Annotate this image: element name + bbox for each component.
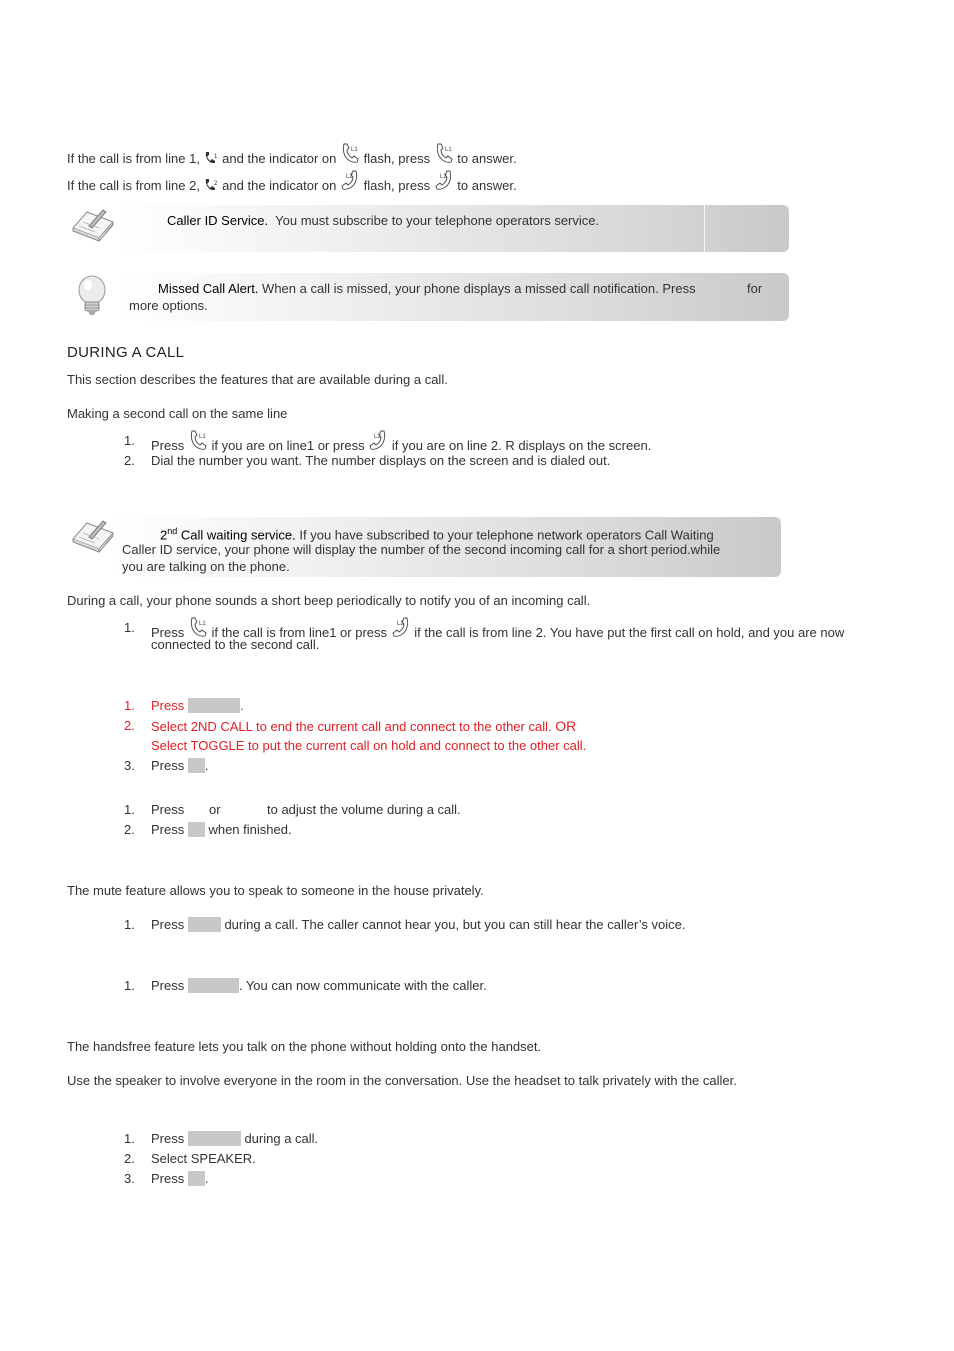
line1-phone-icon	[204, 151, 219, 164]
handsfree-desc1: The handsfree feature lets you talk on the phone without holding onto the handset.	[67, 1039, 542, 1054]
note-waiting-body1: If you have subscribed to your telephone network operators Call Waiting	[299, 527, 714, 543]
step-text: when finished.	[204, 822, 292, 837]
step-text: if you are on line 2. R displays on the screen.	[388, 438, 652, 453]
note-waiting-sup: nd	[167, 526, 178, 536]
note-waiting-body2: Caller ID service, your phone will display the number of the second incoming call for a short period.while	[122, 542, 721, 557]
note-caller-id-title: Caller ID Service.	[167, 213, 269, 228]
mute-desc: The mute feature allows you to speak to someone in the house privately.	[67, 883, 484, 898]
step-number: 1.	[124, 802, 135, 817]
step-text: Press	[151, 822, 188, 837]
step-number: 1.	[124, 620, 135, 635]
note-missed-text	[158, 281, 696, 296]
svg-text:2: 2	[213, 181, 217, 187]
note-pad-icon	[69, 517, 117, 556]
note-call-waiting	[110, 517, 781, 577]
line2-phone-icon	[204, 178, 219, 191]
step-number: 3.	[124, 1171, 135, 1186]
or-label: OR	[555, 718, 577, 734]
handsfree-desc2: Use the speaker to involve everyone in the room in the conversation. Use the headset to talk privately with the caller.	[67, 1073, 737, 1088]
volume-step1-press: Press	[151, 802, 185, 817]
handsfree-step1	[151, 1131, 318, 1146]
line1-key-icon	[188, 617, 208, 639]
step-number: 3.	[124, 758, 135, 773]
step-text: .	[204, 1171, 209, 1186]
second-call-step1	[151, 430, 651, 453]
note-missed-title: Missed Call Alert.	[158, 281, 259, 296]
step-number: 2.	[124, 1151, 135, 1166]
step-number: 1.	[124, 917, 135, 932]
volume-step1-or: or	[209, 802, 221, 817]
step-text: .	[204, 758, 209, 773]
volume-step2	[151, 822, 292, 837]
note-missed-body2: more options.	[129, 298, 208, 313]
note-caller-id-body: You must subscribe to your telephone operators service.	[275, 213, 600, 228]
note-waiting-sup-num: 2	[160, 527, 168, 543]
menu-key-icon	[188, 698, 240, 713]
section-desc: This section describes the features that are available during a call.	[67, 372, 448, 387]
step-number: 2.	[124, 453, 135, 468]
note-waiting-line1	[160, 526, 714, 542]
step-text: if you are on line1 or press	[207, 438, 369, 453]
intro-line1-flash: flash, press	[359, 151, 434, 166]
mute-step1	[151, 917, 686, 932]
step-text: Press	[151, 758, 188, 773]
line1-key-icon	[340, 143, 360, 165]
step-text: Press	[151, 978, 188, 993]
section-heading: DURING A CALL	[67, 344, 185, 361]
step-text: during a call. The caller cannot hear you, but you can still hear the caller’s voice.	[220, 917, 686, 932]
toggle-step2	[151, 718, 576, 734]
unmute-key-icon	[188, 978, 239, 993]
step-text: Press	[151, 917, 188, 932]
step-number: 1.	[124, 978, 135, 993]
svg-text:1: 1	[213, 154, 217, 160]
intro-line2-mid: and the indicator on	[218, 178, 340, 193]
incoming-desc: During a call, your phone sounds a short beep periodically to notify you of an incoming call.	[67, 593, 591, 608]
note-waiting-title: Call waiting service.	[180, 527, 296, 543]
handsfree-step3	[151, 1171, 208, 1186]
step-text: Press	[151, 698, 188, 713]
step-text: Press	[151, 438, 188, 453]
toggle-step2-alt: Select TOGGLE to put the current call on hold and connect to the other call.	[151, 738, 587, 753]
step-text: Press	[151, 1131, 188, 1146]
toggle-step3	[151, 758, 208, 773]
line2-key-icon	[434, 170, 454, 192]
intro-line2-end: to answer.	[453, 178, 517, 193]
step-text: Press	[151, 1171, 188, 1186]
step-text: .	[239, 698, 244, 713]
step-number: 2.	[124, 718, 135, 733]
step-text: if the call is from line 2. You have put the first call on hold, and you are now	[410, 625, 845, 640]
note-missed-for: for	[747, 281, 763, 296]
volume-step1-text: to adjust the volume during a call.	[267, 802, 461, 817]
note-missed-body: When a call is missed, your phone displays a missed call notification. Press	[262, 281, 696, 296]
line2-key-icon	[391, 617, 411, 639]
ok-key-icon	[188, 822, 205, 837]
step-number: 2.	[124, 822, 135, 837]
mute-step2	[151, 978, 487, 993]
step-number: 1.	[124, 1131, 135, 1146]
handsfree-step2: Select SPEAKER.	[151, 1151, 256, 1166]
step-text: if the call is from line1 or press	[207, 625, 391, 640]
step-text: Press	[151, 625, 188, 640]
lightbulb-icon	[74, 274, 110, 321]
toggle-step1	[151, 698, 243, 713]
ok-key-icon	[188, 758, 205, 773]
line2-key-icon	[340, 170, 360, 192]
note-caller-id-text	[167, 213, 599, 228]
step-text: . You can now communicate with the caller.	[238, 978, 487, 993]
mute-key-icon	[188, 917, 221, 932]
intro-line1-pre: If the call is from line 1,	[67, 151, 204, 166]
step-text: Select 2ND CALL to end the current call and connect to the other call.	[151, 719, 552, 734]
intro-line2-flash: flash, press	[359, 178, 434, 193]
second-call-title: Making a second call on the same line	[67, 406, 288, 421]
line2-key-icon	[368, 430, 388, 452]
line1-key-icon	[188, 430, 208, 452]
options-key-icon	[188, 1131, 241, 1146]
intro-line1-end: to answer.	[453, 151, 517, 166]
intro-line1	[67, 143, 517, 166]
intro-line2	[67, 170, 517, 193]
intro-line2-pre: If the call is from line 2,	[67, 178, 204, 193]
note-pad-icon	[69, 206, 117, 245]
incoming-step1-cont: connected to the second call.	[151, 637, 320, 652]
step-text: during a call.	[240, 1131, 319, 1146]
step-number: 1.	[124, 433, 135, 448]
second-call-step2: Dial the number you want. The number displays on the screen and is dialed out.	[151, 453, 611, 468]
line1-key-icon	[434, 143, 454, 165]
note-waiting-body3: you are talking on the phone.	[122, 559, 290, 574]
step-number: 1.	[124, 698, 135, 713]
intro-line1-mid: and the indicator on	[218, 151, 340, 166]
ok-key-icon	[188, 1171, 205, 1186]
